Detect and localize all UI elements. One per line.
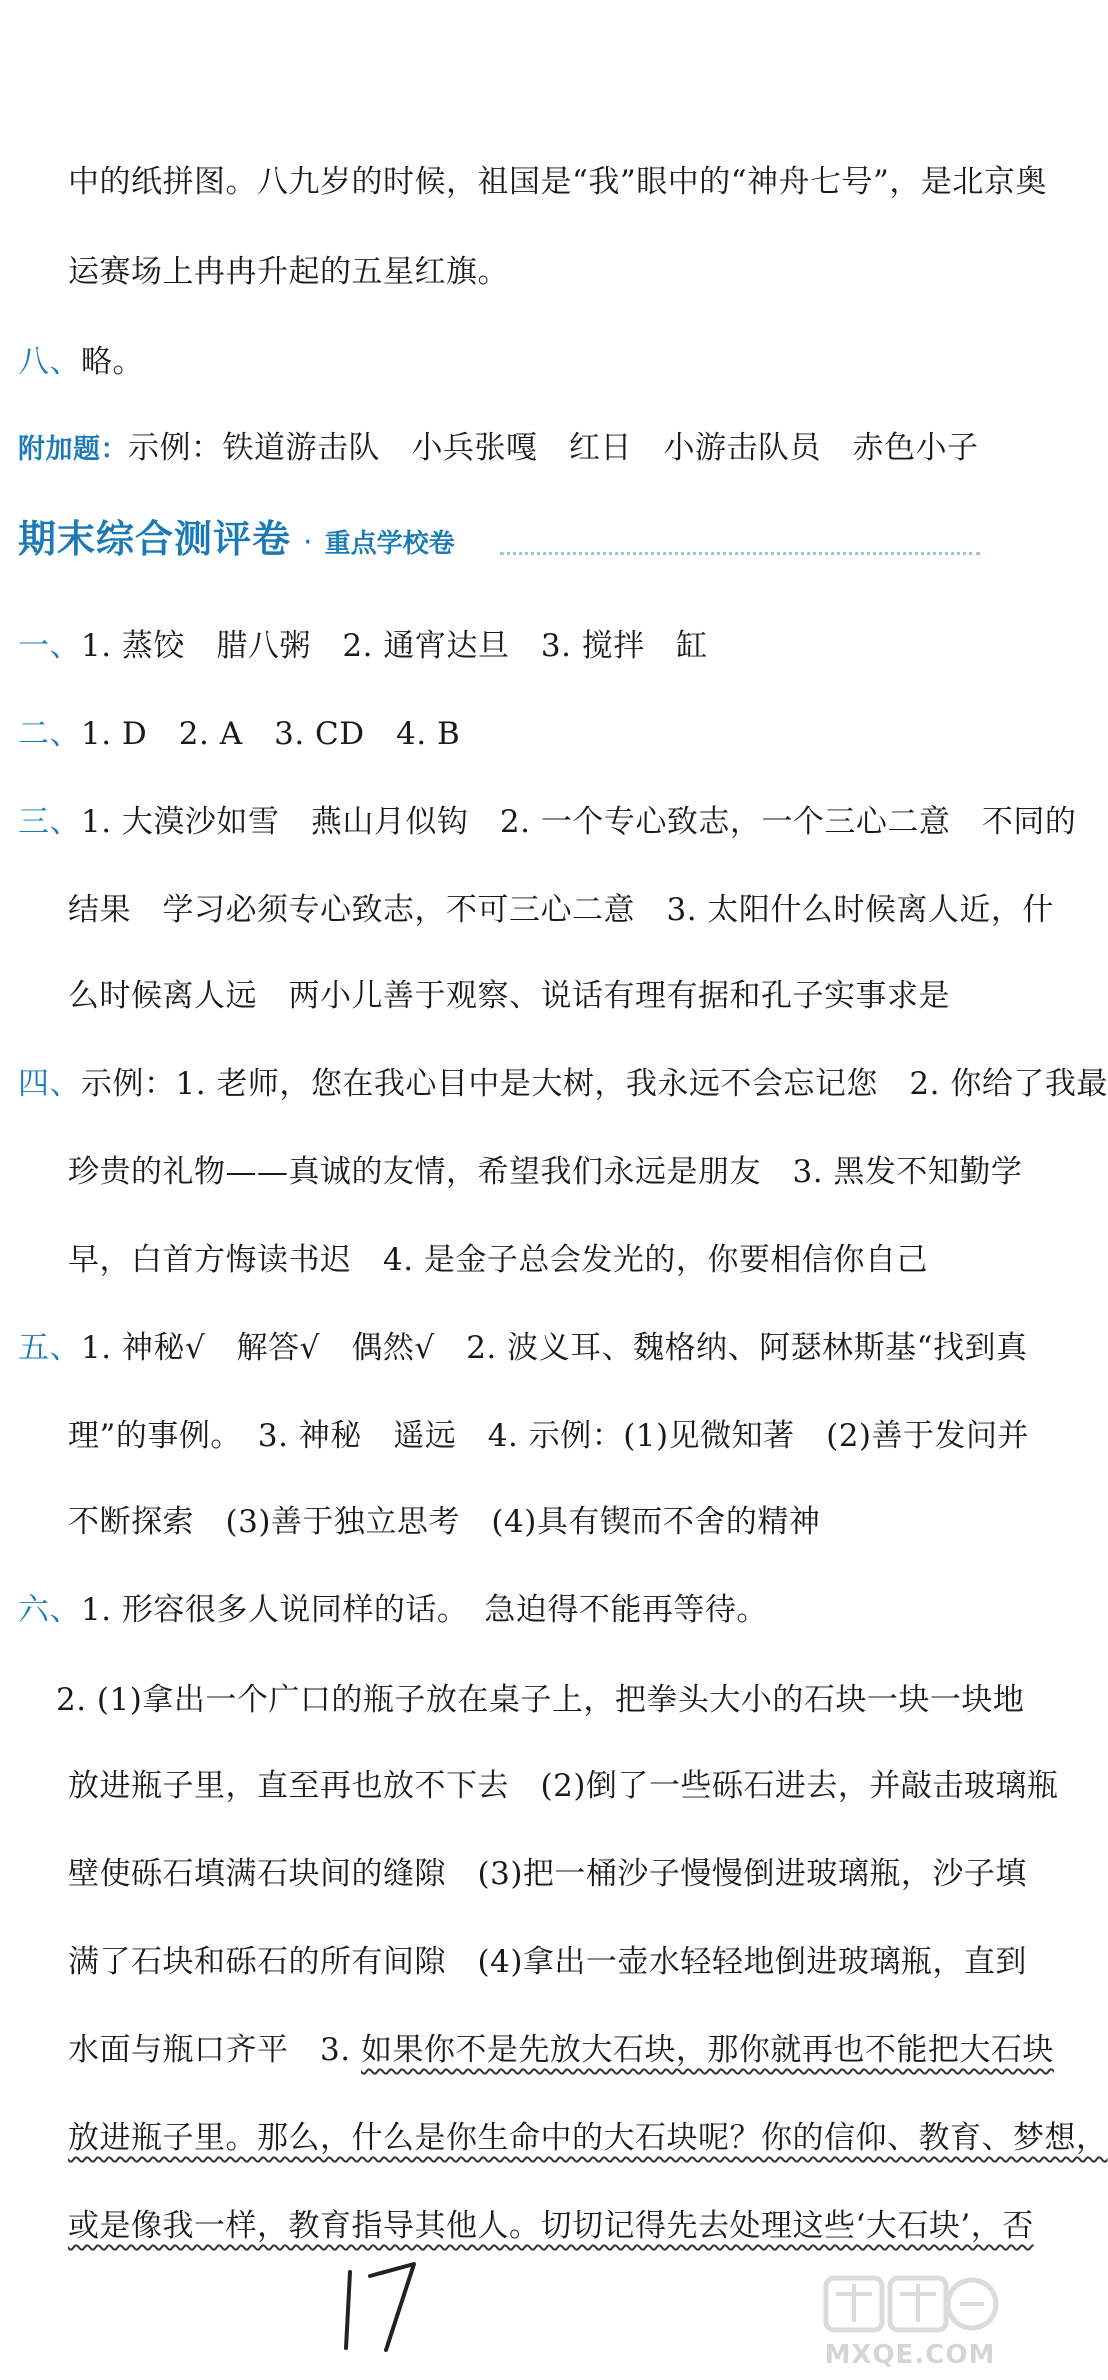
section-subtitle: 重点学校卷 <box>324 529 455 559</box>
section-heading <box>18 508 455 564</box>
answer-text: 水面与瓶口齐平 3. <box>68 2032 361 2068</box>
bonus-label: 附加题： <box>18 434 128 465</box>
answer-one <box>18 626 708 666</box>
text-line <box>68 2030 1054 2070</box>
text-line: 壁使砾石填满石块间的缝隙 (3)把一桶沙子慢慢倒进玻璃瓶，沙子填 <box>68 1856 1027 1892</box>
site-watermark <box>820 2270 1000 2380</box>
wavy-underlined-text: 放进瓶子里。那么，什么是你生命中的大石块呢？你的信仰、教育、梦想， <box>68 2120 1108 2156</box>
answer-text: 1. 神秘√ 解答√ 偶然√ 2. 波义耳、魏格纳、阿瑟林斯基“找到真 <box>81 1330 1028 1366</box>
bonus-text: 示例：铁道游击队 小兵张嘎 红日 小游击队员 赤色小子 <box>128 430 979 466</box>
section-number: 三、 <box>18 804 81 840</box>
answer-five <box>18 1328 1027 1368</box>
text-line: 运赛场上冉冉升起的五星红旗。 <box>68 254 509 290</box>
handwritten-page-number <box>332 2250 442 2360</box>
text-line: 理”的事例。 3. 神秘 遥远 4. 示例：(1)见微知著 (2)善于发问并 <box>68 1418 1030 1454</box>
section-number: 八、 <box>18 344 81 380</box>
section-number: 一、 <box>18 628 81 664</box>
text-line: 么时候离人远 两小儿善于观察、说话有理有据和孔子实事求是 <box>68 978 950 1014</box>
text-line: 珍贵的礼物——真诚的友情，希望我们永远是朋友 3. 黑发不知勤学 <box>68 1154 1023 1190</box>
title-dot: · <box>303 525 313 560</box>
section-number: 五、 <box>18 1330 81 1366</box>
answer-text: 略。 <box>81 344 144 380</box>
watermark-logo-icon <box>820 2270 1000 2342</box>
text-line: 不断探索 (3)善于独立思考 (4)具有锲而不舍的精神 <box>68 1504 821 1540</box>
section-title: 期末综合测评卷 <box>18 517 292 561</box>
text-line: 放进瓶子里，直至再也放不下去 (2)倒了一些砾石进去，并敲击玻璃瓶 <box>68 1768 1059 1804</box>
text-line: 满了石块和砾石的所有间隙 (4)拿出一壶水轻轻地倒进玻璃瓶，直到 <box>68 1944 1027 1980</box>
answer-eight <box>18 342 144 382</box>
section-number: 四、 <box>18 1066 81 1102</box>
answer-text: 1. 大漠沙如雪 燕山月似钩 2. 一个专心致志，一个三心二意 不同的 <box>81 804 1077 840</box>
watermark-url: MXQE.COM <box>824 2340 996 2370</box>
answer-text: 示例：1. 老师，您在我心目中是大树，我永远不会忘记您 2. 你给了我最 <box>81 1066 1108 1102</box>
wavy-underlined-text: 或是像我一样，教育指导其他人。切切记得先去处理这些‘大石块’，否 <box>68 2208 1034 2244</box>
answer-three <box>18 802 1076 842</box>
dotted-divider <box>500 552 980 555</box>
answer-text: 1. 形容很多人说同样的话。 急迫得不能再等待。 <box>81 1592 768 1628</box>
wavy-underlined-text: 如果你不是先放大石块，那你就再也不能把大石块 <box>360 2032 1054 2068</box>
text-line: 早，白首方悔读书迟 4. 是金子总会发光的，你要相信你自己 <box>68 1242 928 1278</box>
answer-text: 1. D 2. A 3. CD 4. B <box>81 716 461 752</box>
answer-two <box>18 714 460 754</box>
answer-six <box>18 1590 768 1630</box>
section-number: 六、 <box>18 1592 81 1628</box>
section-number: 二、 <box>18 716 81 752</box>
answer-text: 1. 蒸饺 腊八粥 2. 通宵达旦 3. 搅拌 缸 <box>81 628 708 664</box>
text-line: 2. (1)拿出一个广口的瓶子放在桌子上，把拳头大小的石块一块一块地 <box>56 1682 1025 1718</box>
answer-four <box>18 1064 1108 1104</box>
text-line: 结果 学习必须专心致志，不可三心二意 3. 太阳什么时候离人近，什 <box>68 892 1054 928</box>
text-line: 中的纸拼图。八九岁的时候，祖国是“我”眼中的“神舟七号”，是北京奥 <box>68 164 1047 200</box>
bonus-question <box>18 428 979 470</box>
